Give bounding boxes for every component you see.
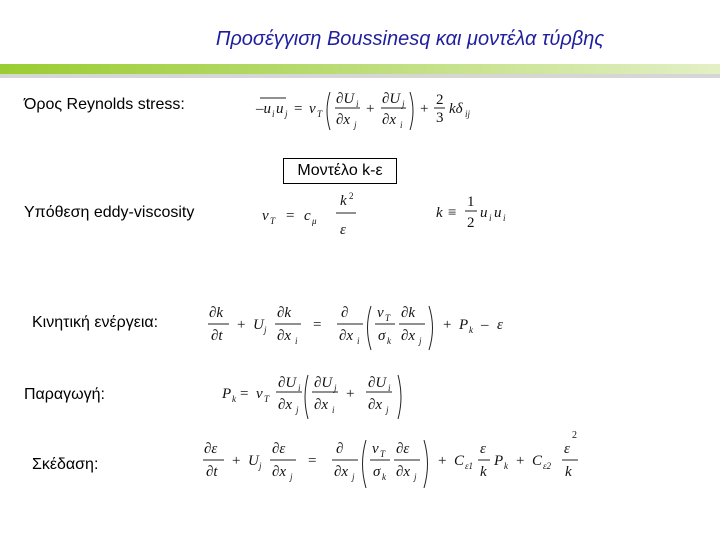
svg-text:=: = <box>313 317 322 333</box>
svg-text:j: j <box>354 120 357 130</box>
svg-text:–u: –u <box>256 101 271 117</box>
svg-text:∂ε: ∂ε <box>272 441 286 457</box>
svg-text:i: i <box>272 109 275 119</box>
title-underline <box>0 64 720 74</box>
svg-text:ε: ε <box>497 317 503 333</box>
svg-text:∂k: ∂k <box>209 305 224 321</box>
svg-text:∂U: ∂U <box>336 91 355 107</box>
svg-text:P: P <box>494 453 504 469</box>
svg-text:i: i <box>357 336 360 346</box>
svg-text:ε2: ε2 <box>543 461 552 471</box>
production-equation <box>218 370 418 424</box>
svg-text:i: i <box>388 383 391 393</box>
svg-text:U: U <box>253 317 264 333</box>
svg-text:j: j <box>402 99 405 109</box>
svg-text:+: + <box>366 101 375 117</box>
svg-text:∂x: ∂x <box>334 464 349 480</box>
svg-text:i: i <box>332 405 335 415</box>
svg-text:∂x: ∂x <box>401 328 416 344</box>
svg-text:ε: ε <box>340 222 346 238</box>
svg-text:u: u <box>480 205 488 221</box>
svg-text:∂t: ∂t <box>211 328 223 344</box>
svg-text:i: i <box>356 99 359 109</box>
reynolds-stress-equation <box>252 84 482 138</box>
svg-text:∂x: ∂x <box>314 397 329 413</box>
k-definition-equation <box>432 188 542 238</box>
svg-text:k: k <box>469 325 473 335</box>
svg-text:ν: ν <box>377 305 384 321</box>
title-underline-shadow <box>0 74 720 78</box>
svg-text:∂: ∂ <box>341 305 349 321</box>
svg-text:∂x: ∂x <box>396 464 411 480</box>
svg-text:=: = <box>308 453 317 469</box>
svg-text:T: T <box>385 313 391 323</box>
svg-text:i: i <box>400 120 403 130</box>
svg-text:P: P <box>222 386 232 402</box>
svg-text:∂ε: ∂ε <box>396 441 410 457</box>
svg-text:j: j <box>386 405 389 415</box>
svg-text:T: T <box>264 394 270 404</box>
svg-text:≡: ≡ <box>448 205 457 221</box>
svg-text:ε: ε <box>564 441 570 457</box>
svg-text:j: j <box>414 472 417 482</box>
production-label: Παραγωγή: <box>24 386 105 403</box>
svg-text:∂U: ∂U <box>382 91 401 107</box>
svg-text:+: + <box>516 453 525 469</box>
svg-text:σ: σ <box>378 328 386 344</box>
svg-text:∂t: ∂t <box>206 464 218 480</box>
svg-text:μ: μ <box>312 216 317 226</box>
svg-text:P: P <box>459 317 469 333</box>
svg-text:j: j <box>285 109 288 119</box>
svg-text:k: k <box>382 472 386 482</box>
svg-text:∂U: ∂U <box>368 375 387 391</box>
svg-text:∂x: ∂x <box>336 112 351 128</box>
svg-text:j: j <box>290 472 293 482</box>
svg-text:T: T <box>380 449 386 459</box>
svg-text:∂x: ∂x <box>278 397 293 413</box>
svg-text:∂x: ∂x <box>272 464 287 480</box>
epsilon-transport-equation <box>200 428 600 494</box>
svg-text:C: C <box>532 453 543 469</box>
svg-text:=: = <box>294 101 303 117</box>
svg-text:k: k <box>480 464 487 480</box>
svg-text:∂x: ∂x <box>368 397 383 413</box>
svg-text:2: 2 <box>436 92 444 108</box>
svg-text:∂U: ∂U <box>314 375 333 391</box>
reynolds-stress-label: Όρος Reynolds stress: <box>24 96 185 113</box>
svg-text:k: k <box>565 464 572 480</box>
svg-text:∂x: ∂x <box>277 328 292 344</box>
kinetic-energy-label: Κινητική ενέργεια: <box>32 314 159 331</box>
svg-text:ε: ε <box>480 441 486 457</box>
svg-text:+: + <box>438 453 447 469</box>
svg-text:U: U <box>248 453 259 469</box>
slide-title: Προσέγγιση Boussinesq και μοντέλα τύρβης <box>215 28 605 50</box>
svg-text:c: c <box>304 208 311 224</box>
svg-text:+: + <box>443 317 452 333</box>
svg-text:+: + <box>237 317 246 333</box>
svg-text:∂x: ∂x <box>339 328 354 344</box>
svg-text:T: T <box>317 109 323 119</box>
svg-text:k: k <box>436 205 443 221</box>
svg-text:ν: ν <box>372 441 379 457</box>
svg-text:–: – <box>481 317 489 333</box>
svg-text:+: + <box>232 453 241 469</box>
dissipation-label: Σκέδαση: <box>32 456 99 473</box>
svg-text:∂: ∂ <box>336 441 344 457</box>
svg-text:C: C <box>454 453 465 469</box>
svg-text:i: i <box>295 336 298 346</box>
svg-text:ν: ν <box>256 386 263 402</box>
svg-text:k: k <box>387 336 391 346</box>
svg-text:=: = <box>240 386 249 402</box>
svg-text:j: j <box>352 472 355 482</box>
svg-text:ε1: ε1 <box>465 461 474 471</box>
svg-text:3: 3 <box>436 110 444 126</box>
svg-text:2: 2 <box>349 191 354 201</box>
k-epsilon-model-box: Μοντέλο k-ε <box>283 158 397 184</box>
svg-text:1: 1 <box>467 194 475 210</box>
svg-text:j: j <box>419 336 422 346</box>
svg-text:2: 2 <box>467 215 475 231</box>
svg-text:∂k: ∂k <box>277 305 292 321</box>
svg-text:k: k <box>232 394 236 404</box>
svg-text:kδ: kδ <box>449 101 463 117</box>
svg-text:2: 2 <box>572 430 577 441</box>
svg-text:j: j <box>334 383 337 393</box>
svg-text:ν: ν <box>262 208 269 224</box>
svg-text:=: = <box>286 208 295 224</box>
eddy-viscosity-equation <box>258 188 368 246</box>
svg-text:∂x: ∂x <box>382 112 397 128</box>
svg-text:u: u <box>276 101 284 117</box>
svg-text:i: i <box>489 213 492 223</box>
svg-text:∂k: ∂k <box>401 305 416 321</box>
svg-text:+: + <box>346 386 355 402</box>
svg-text:u: u <box>494 205 502 221</box>
svg-text:+: + <box>420 101 429 117</box>
eddy-viscosity-label: Υπόθεση eddy-viscosity <box>24 204 195 221</box>
svg-text:k: k <box>504 461 508 471</box>
svg-text:σ: σ <box>373 464 381 480</box>
svg-text:ij: ij <box>465 109 471 119</box>
svg-text:∂U: ∂U <box>278 375 297 391</box>
svg-text:j: j <box>264 325 267 335</box>
k-transport-equation <box>205 300 525 358</box>
svg-text:i: i <box>503 213 506 223</box>
svg-text:k: k <box>340 193 347 209</box>
svg-text:i: i <box>298 383 301 393</box>
svg-text:j: j <box>296 405 299 415</box>
svg-text:∂ε: ∂ε <box>204 441 218 457</box>
svg-text:T: T <box>270 216 276 226</box>
svg-text:ν: ν <box>309 101 316 117</box>
svg-text:j: j <box>259 461 262 471</box>
